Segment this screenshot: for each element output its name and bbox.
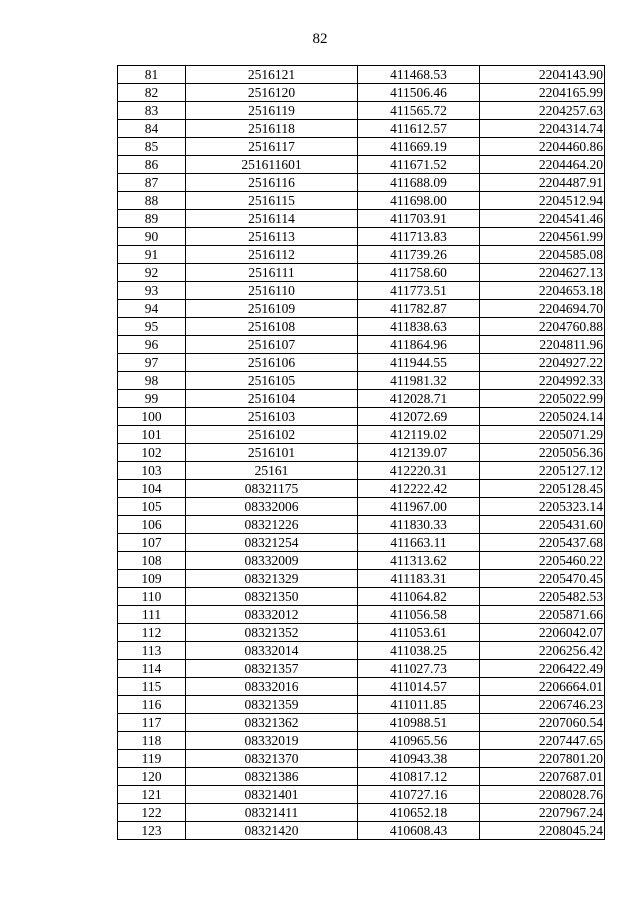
- point-number-cell: 114: [118, 660, 186, 678]
- point-number-cell: 89: [118, 210, 186, 228]
- x-coordinate-cell: 411064.82: [358, 588, 480, 606]
- point-id-cell: 2516116: [186, 174, 358, 192]
- y-coordinate-cell: 2205482.53: [480, 588, 605, 606]
- point-id-cell: 08332006: [186, 498, 358, 516]
- point-number-cell: 121: [118, 786, 186, 804]
- table-row: [118, 480, 605, 498]
- table-row: [118, 732, 605, 750]
- point-id-cell: 08332016: [186, 678, 358, 696]
- table-row: [118, 606, 605, 624]
- x-coordinate-cell: 411967.00: [358, 498, 480, 516]
- point-number-cell: 87: [118, 174, 186, 192]
- page-number: 82: [312, 31, 328, 47]
- y-coordinate-cell: 2207801.20: [480, 750, 605, 768]
- y-coordinate-cell: 2205128.45: [480, 480, 605, 498]
- table-row: [118, 696, 605, 714]
- point-number-cell: 105: [118, 498, 186, 516]
- x-coordinate-cell: 411944.55: [358, 354, 480, 372]
- table-row: [118, 444, 605, 462]
- point-id-cell: 08321350: [186, 588, 358, 606]
- table-body: [118, 66, 605, 840]
- point-number-cell: 103: [118, 462, 186, 480]
- table-row: [118, 426, 605, 444]
- point-id-cell: 2516104: [186, 390, 358, 408]
- table-row: [118, 174, 605, 192]
- point-number-cell: 108: [118, 552, 186, 570]
- x-coordinate-cell: 411773.51: [358, 282, 480, 300]
- table-row: [118, 228, 605, 246]
- point-number-cell: 91: [118, 246, 186, 264]
- y-coordinate-cell: 2204487.91: [480, 174, 605, 192]
- x-coordinate-cell: 411027.73: [358, 660, 480, 678]
- table-row: [118, 66, 605, 84]
- point-number-cell: 116: [118, 696, 186, 714]
- table-row: [118, 624, 605, 642]
- point-id-cell: 2516111: [186, 264, 358, 282]
- x-coordinate-cell: 410652.18: [358, 804, 480, 822]
- y-coordinate-cell: 2207060.54: [480, 714, 605, 732]
- x-coordinate-cell: 411864.96: [358, 336, 480, 354]
- x-coordinate-cell: 412139.07: [358, 444, 480, 462]
- table-row: [118, 192, 605, 210]
- point-number-cell: 82: [118, 84, 186, 102]
- point-id-cell: 25161: [186, 462, 358, 480]
- point-number-cell: 98: [118, 372, 186, 390]
- point-id-cell: 2516119: [186, 102, 358, 120]
- point-id-cell: 08321175: [186, 480, 358, 498]
- point-id-cell: 08321357: [186, 660, 358, 678]
- y-coordinate-cell: 2207447.65: [480, 732, 605, 750]
- x-coordinate-cell: 410943.38: [358, 750, 480, 768]
- x-coordinate-cell: 411056.58: [358, 606, 480, 624]
- table-row: [118, 678, 605, 696]
- point-number-cell: 111: [118, 606, 186, 624]
- y-coordinate-cell: 2204561.99: [480, 228, 605, 246]
- point-number-cell: 93: [118, 282, 186, 300]
- y-coordinate-cell: 2204464.20: [480, 156, 605, 174]
- point-id-cell: 08321386: [186, 768, 358, 786]
- point-number-cell: 102: [118, 444, 186, 462]
- x-coordinate-cell: 411698.00: [358, 192, 480, 210]
- point-number-cell: 119: [118, 750, 186, 768]
- y-coordinate-cell: 2204314.74: [480, 120, 605, 138]
- point-id-cell: 2516114: [186, 210, 358, 228]
- point-number-cell: 94: [118, 300, 186, 318]
- point-id-cell: 08332019: [186, 732, 358, 750]
- point-number-cell: 81: [118, 66, 186, 84]
- point-number-cell: 109: [118, 570, 186, 588]
- point-number-cell: 107: [118, 534, 186, 552]
- point-id-cell: 2516109: [186, 300, 358, 318]
- x-coordinate-cell: 411506.46: [358, 84, 480, 102]
- x-coordinate-cell: 411703.91: [358, 210, 480, 228]
- point-id-cell: 08332009: [186, 552, 358, 570]
- y-coordinate-cell: 2204143.90: [480, 66, 605, 84]
- x-coordinate-cell: 411758.60: [358, 264, 480, 282]
- x-coordinate-cell: 411468.53: [358, 66, 480, 84]
- table-row: [118, 354, 605, 372]
- y-coordinate-cell: 2207687.01: [480, 768, 605, 786]
- x-coordinate-cell: 410817.12: [358, 768, 480, 786]
- y-coordinate-cell: 2205024.14: [480, 408, 605, 426]
- point-id-cell: 08321401: [186, 786, 358, 804]
- x-coordinate-cell: 411838.63: [358, 318, 480, 336]
- y-coordinate-cell: 2205071.29: [480, 426, 605, 444]
- table-row: [118, 786, 605, 804]
- table-row: [118, 156, 605, 174]
- point-id-cell: 08321254: [186, 534, 358, 552]
- y-coordinate-cell: 2204512.94: [480, 192, 605, 210]
- point-id-cell: 2516105: [186, 372, 358, 390]
- table-row: [118, 516, 605, 534]
- y-coordinate-cell: 2204541.46: [480, 210, 605, 228]
- point-number-cell: 85: [118, 138, 186, 156]
- y-coordinate-cell: 2205022.99: [480, 390, 605, 408]
- table-row: [118, 408, 605, 426]
- point-id-cell: 2516118: [186, 120, 358, 138]
- table-row: [118, 336, 605, 354]
- y-coordinate-cell: 2205460.22: [480, 552, 605, 570]
- point-id-cell: 2516112: [186, 246, 358, 264]
- table-row: [118, 570, 605, 588]
- x-coordinate-cell: 410727.16: [358, 786, 480, 804]
- point-id-cell: 2516108: [186, 318, 358, 336]
- x-coordinate-cell: 411313.62: [358, 552, 480, 570]
- y-coordinate-cell: 2204460.86: [480, 138, 605, 156]
- x-coordinate-cell: 410988.51: [358, 714, 480, 732]
- x-coordinate-cell: 411671.52: [358, 156, 480, 174]
- point-id-cell: 2516113: [186, 228, 358, 246]
- table-row: [118, 714, 605, 732]
- y-coordinate-cell: 2204992.33: [480, 372, 605, 390]
- table-row: [118, 804, 605, 822]
- point-number-cell: 118: [118, 732, 186, 750]
- point-number-cell: 84: [118, 120, 186, 138]
- point-number-cell: 99: [118, 390, 186, 408]
- y-coordinate-cell: 2204760.88: [480, 318, 605, 336]
- point-id-cell: 08321420: [186, 822, 358, 840]
- y-coordinate-cell: 2205470.45: [480, 570, 605, 588]
- table-row: [118, 372, 605, 390]
- y-coordinate-cell: 2205437.68: [480, 534, 605, 552]
- point-id-cell: 2516103: [186, 408, 358, 426]
- point-id-cell: 08321362: [186, 714, 358, 732]
- point-id-cell: 2516121: [186, 66, 358, 84]
- point-id-cell: 2516102: [186, 426, 358, 444]
- y-coordinate-cell: 2204694.70: [480, 300, 605, 318]
- x-coordinate-cell: 412028.71: [358, 390, 480, 408]
- point-number-cell: 92: [118, 264, 186, 282]
- point-number-cell: 97: [118, 354, 186, 372]
- point-id-cell: 08321359: [186, 696, 358, 714]
- point-number-cell: 120: [118, 768, 186, 786]
- point-id-cell: 08321411: [186, 804, 358, 822]
- point-number-cell: 101: [118, 426, 186, 444]
- point-number-cell: 104: [118, 480, 186, 498]
- point-number-cell: 122: [118, 804, 186, 822]
- x-coordinate-cell: 411038.25: [358, 642, 480, 660]
- y-coordinate-cell: 2205127.12: [480, 462, 605, 480]
- y-coordinate-cell: 2204165.99: [480, 84, 605, 102]
- point-id-cell: 08321226: [186, 516, 358, 534]
- point-number-cell: 112: [118, 624, 186, 642]
- point-number-cell: 88: [118, 192, 186, 210]
- table-row: [118, 462, 605, 480]
- point-number-cell: 106: [118, 516, 186, 534]
- point-id-cell: 2516106: [186, 354, 358, 372]
- table-row: [118, 642, 605, 660]
- y-coordinate-cell: 2205871.66: [480, 606, 605, 624]
- point-id-cell: 2516107: [186, 336, 358, 354]
- point-number-cell: 110: [118, 588, 186, 606]
- table-row: [118, 264, 605, 282]
- point-number-cell: 123: [118, 822, 186, 840]
- table-row: [118, 120, 605, 138]
- table-row: [118, 246, 605, 264]
- table-row: [118, 210, 605, 228]
- point-id-cell: 2516120: [186, 84, 358, 102]
- x-coordinate-cell: 411014.57: [358, 678, 480, 696]
- x-coordinate-cell: 412222.42: [358, 480, 480, 498]
- x-coordinate-cell: 412220.31: [358, 462, 480, 480]
- y-coordinate-cell: 2204811.96: [480, 336, 605, 354]
- point-id-cell: 2516101: [186, 444, 358, 462]
- y-coordinate-cell: 2204653.18: [480, 282, 605, 300]
- y-coordinate-cell: 2205323.14: [480, 498, 605, 516]
- point-number-cell: 100: [118, 408, 186, 426]
- table-row: [118, 282, 605, 300]
- y-coordinate-cell: 2205431.60: [480, 516, 605, 534]
- table-row: [118, 660, 605, 678]
- x-coordinate-cell: 411612.57: [358, 120, 480, 138]
- y-coordinate-cell: 2204927.22: [480, 354, 605, 372]
- point-id-cell: 08321352: [186, 624, 358, 642]
- table-row: [118, 768, 605, 786]
- table-row: [118, 390, 605, 408]
- table-row: [118, 300, 605, 318]
- point-id-cell: 2516115: [186, 192, 358, 210]
- x-coordinate-cell: 411830.33: [358, 516, 480, 534]
- point-id-cell: 2516117: [186, 138, 358, 156]
- table-row: [118, 552, 605, 570]
- x-coordinate-cell: 410965.56: [358, 732, 480, 750]
- x-coordinate-cell: 411981.32: [358, 372, 480, 390]
- table-row: [118, 138, 605, 156]
- y-coordinate-cell: 2208028.76: [480, 786, 605, 804]
- point-id-cell: 08321329: [186, 570, 358, 588]
- table-row: [118, 534, 605, 552]
- y-coordinate-cell: 2205056.36: [480, 444, 605, 462]
- table-row: [118, 588, 605, 606]
- y-coordinate-cell: 2206422.49: [480, 660, 605, 678]
- point-id-cell: 08332012: [186, 606, 358, 624]
- y-coordinate-cell: 2206042.07: [480, 624, 605, 642]
- x-coordinate-cell: 410608.43: [358, 822, 480, 840]
- point-id-cell: 08321370: [186, 750, 358, 768]
- y-coordinate-cell: 2206746.23: [480, 696, 605, 714]
- y-coordinate-cell: 2204585.08: [480, 246, 605, 264]
- table-row: [118, 750, 605, 768]
- point-number-cell: 83: [118, 102, 186, 120]
- y-coordinate-cell: 2208045.24: [480, 822, 605, 840]
- y-coordinate-cell: 2204257.63: [480, 102, 605, 120]
- point-id-cell: 08332014: [186, 642, 358, 660]
- point-number-cell: 113: [118, 642, 186, 660]
- x-coordinate-cell: 412072.69: [358, 408, 480, 426]
- x-coordinate-cell: 411183.31: [358, 570, 480, 588]
- point-number-cell: 115: [118, 678, 186, 696]
- point-id-cell: 251611601: [186, 156, 358, 174]
- point-number-cell: 90: [118, 228, 186, 246]
- table-row: [118, 318, 605, 336]
- x-coordinate-cell: 412119.02: [358, 426, 480, 444]
- coordinates-table: [117, 65, 605, 840]
- x-coordinate-cell: 411713.83: [358, 228, 480, 246]
- y-coordinate-cell: 2206256.42: [480, 642, 605, 660]
- point-id-cell: 2516110: [186, 282, 358, 300]
- table-row: [118, 84, 605, 102]
- y-coordinate-cell: 2204627.13: [480, 264, 605, 282]
- point-number-cell: 117: [118, 714, 186, 732]
- y-coordinate-cell: 2206664.01: [480, 678, 605, 696]
- x-coordinate-cell: 411782.87: [358, 300, 480, 318]
- table-row: [118, 102, 605, 120]
- x-coordinate-cell: 411053.61: [358, 624, 480, 642]
- y-coordinate-cell: 2207967.24: [480, 804, 605, 822]
- x-coordinate-cell: 411739.26: [358, 246, 480, 264]
- table-row: [118, 498, 605, 516]
- x-coordinate-cell: 411669.19: [358, 138, 480, 156]
- x-coordinate-cell: 411688.09: [358, 174, 480, 192]
- x-coordinate-cell: 411565.72: [358, 102, 480, 120]
- point-number-cell: 86: [118, 156, 186, 174]
- table-row: [118, 822, 605, 840]
- point-number-cell: 95: [118, 318, 186, 336]
- point-number-cell: 96: [118, 336, 186, 354]
- x-coordinate-cell: 411011.85: [358, 696, 480, 714]
- x-coordinate-cell: 411663.11: [358, 534, 480, 552]
